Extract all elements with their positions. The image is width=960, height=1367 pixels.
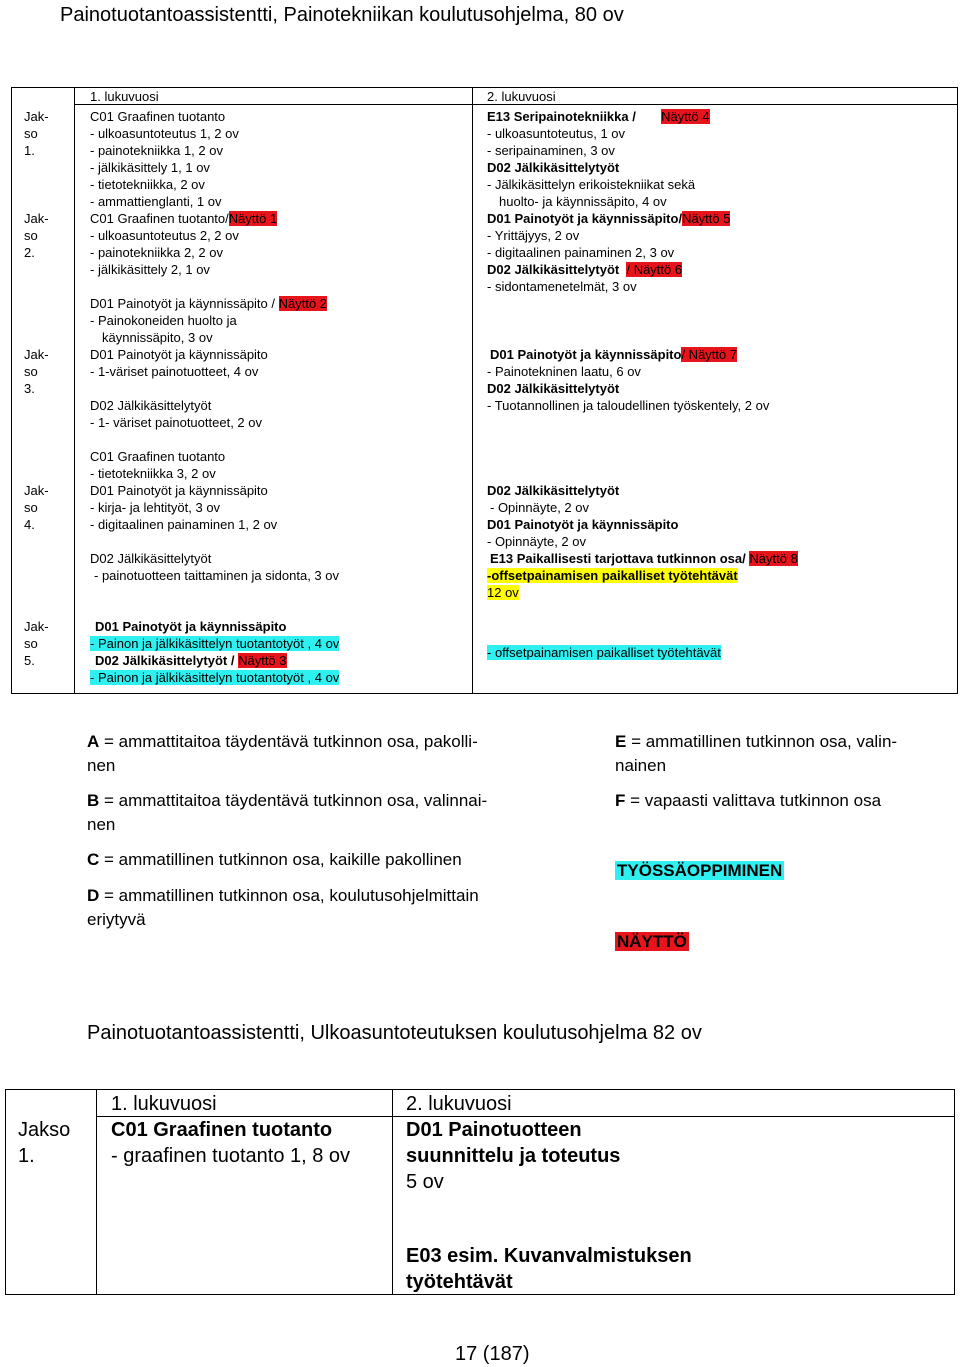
legend-b: B = ammattitaitoa täydentävä tutkinnon osa, valinnai- nen [87,791,488,834]
section-2-title: Painotuotantoassistentti, Ulkoasuntoteutuksen koulutusohjelma 82 ov [87,1022,702,1044]
offset-highlight: -offsetpainamisen paikalliset työtehtävät [487,568,738,583]
legend-f: F = vapaasti valittava tutkinnon osa [615,791,882,810]
jakso-4-year1-cell: C01 Graafinen tuotanto - tietotekniikka 3, 2 ov D01 Painotyöt ja käynnissäpito - kirja- ja lehtityöt, 3 ov - digitaalinen painaminen 1, 2 ov D02 Jälkikäsittelytyöt - painotuotteen taittaminen ja sidonta, 3 ov [90,449,339,583]
table1-header-year2: 2. lukuvuosi [487,89,556,104]
jakso-4-label: Jak- so 4. [24,483,49,532]
page-number: 17 (187) [455,1343,530,1365]
tyossa-highlight: - Painon ja jälkikäsittelyn tuotantotyöt , 4 ov [90,670,340,685]
jakso-1-label: Jak- so 1. [24,109,49,158]
jakso-5-year1-cell: D01 Painotyöt ja käynnissäpito - Painon ja jälkikäsittelyn tuotantotyöt , 4 ov D02 Jälkikäsittelytyöt / Näyttö 3 - Painon ja jälkikäsittelyn tuotantotyöt , 4 ov [90,619,340,685]
legend-c: C = ammatillinen tutkinnon osa, kaikille pakollinen [87,850,462,869]
jakso-1-year1-cell: C01 Graafinen tuotanto - ulkoasuntoteutus 1, 2 ov - painotekniikka 1, 2 ov - jälkikäsittely 1, 1 ov - tietotekniikka, 2 ov - ammattienglanti, 1 ov [90,109,239,209]
table2-e03-cell: E03 esim. Kuvanvalmistuksen työtehtävät [406,1245,692,1293]
naytto-badge: / Näyttö 6 [626,262,683,277]
naytto-badge: Näyttö 8 [749,551,798,566]
jakso-5-label: Jak- so 5. [24,619,49,668]
jakso-2-year1-cell: C01 Graafinen tuotanto/Näyttö 1 - ulkoasuntoteutus 2, 2 ov - painotekniikka 2, 2 ov - jälkikäsittely 2, 1 ov D01 Painotyöt ja käynnissäpito / Näyttö 2 - Painokoneiden huolto ja käynnissäpito, 3 ov [90,211,328,345]
jakso-3-label: Jak- so 3. [24,347,49,396]
legend-tyossaoppiminen: TYÖSSÄOPPIMINEN [617,861,783,880]
jakso-1-year2-cell: E13 Seripainotekniikka / Näyttö 4 - ulkoasuntoteutus, 1 ov - seripainaminen, 3 ov D02 Jälkikäsittelytyöt - Jälkikäsittelyn erikoistekniikat sekä huolto- ja käynnissäpito, 4 ov [487,109,710,209]
naytto-badge: / Näyttö 7 [681,347,738,362]
naytto-badge: Näyttö 5 [682,211,731,226]
jakso-2-year2-cell: D01 Painotyöt ja käynnissäpito/Näyttö 5 - Yrittäjyys, 2 ov - digitaalinen painaminen 2, 3 ov D02 Jälkikäsittelytyöt / Näyttö 6 - sidontamenetelmät, 3 ov [487,211,731,294]
legend-naytto: NÄYTTÖ [617,932,687,951]
jakso-3-year2-cell: D01 Painotyöt ja käynnissäpito/ Näyttö 7 - Painotekninen laatu, 6 ov D02 Jälkikäsittelytyöt - Tuotannollinen ja taloudellinen työskentely, 2 ov [487,347,770,413]
jakso-4-year2-cell: D02 Jälkikäsittelytyöt - Opinnäyte, 2 ov D01 Painotyöt ja käynnissäpito - Opinnäyte, 2 ov E13 Paikallisesti tarjottava tutkinnon osa/ Näyttö 8 -offsetpainamisen paikalliset työtehtävät 12 ov [487,483,798,600]
table2-year2-cell: D01 Painotuotteen suunnittelu ja toteutus 5 ov [406,1119,621,1193]
tyossa-highlight: - Painon ja jälkikäsittelyn tuotantotyöt , 4 ov [90,636,340,651]
table1-header-year1: 1. lukuvuosi [90,89,159,104]
legend-d: D = ammatillinen tutkinnon osa, koulutusohjelmittain eriytyvä [87,886,479,929]
legend-a: A = ammattitaitoa täydentävä tutkinnon osa, pakolli- nen [87,732,478,775]
jakso-2-label: Jak- so 2. [24,211,49,260]
page-title: Painotuotantoassistentti, Painotekniikan koulutusohjelma, 80 ov [60,4,624,26]
jakso-3-year1-cell: D01 Painotyöt ja käynnissäpito - 1-väriset painotuotteet, 4 ov D02 Jälkikäsittelytyöt - 1- väriset painotuotteet, 2 ov [90,347,268,430]
table2-year1-cell: C01 Graafinen tuotanto - graafinen tuotanto 1, 8 ov [111,1119,351,1167]
naytto-badge: Näyttö 2 [278,296,328,311]
naytto-badge: Näyttö 3 [238,653,287,668]
table2-header-year1: 1. lukuvuosi [111,1093,217,1115]
tyossa-highlight: - offsetpainamisen paikalliset työtehtävät [487,645,721,660]
naytto-badge: Näyttö 4 [661,109,710,124]
naytto-badge: Näyttö 1 [228,211,278,226]
table2-header-year2: 2. lukuvuosi [406,1093,512,1115]
jakso-5-year2-cell [487,644,721,661]
table2-jakso-label: Jakso 1. [18,1119,71,1167]
legend-e: E = ammatillinen tutkinnon osa, valin- nainen [615,732,898,775]
